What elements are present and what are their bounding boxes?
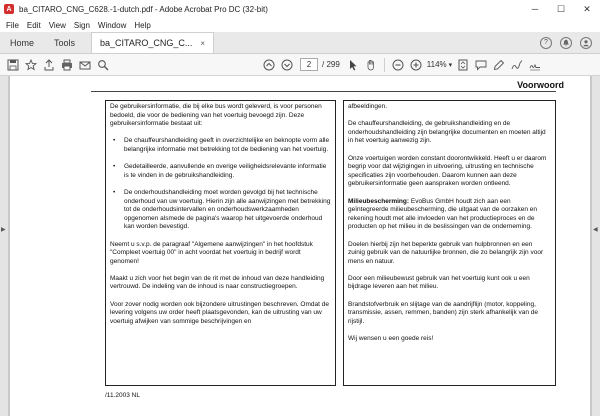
title-bar	[0, 0, 600, 18]
help-icon[interactable]: ?	[540, 37, 552, 49]
draw-icon[interactable]	[508, 56, 526, 74]
bullet-marker: •	[113, 137, 116, 145]
fuel-paragraph: Brandstofverbruik en slijtage van de aandrijflijn (motor, koppeling, transmissie, assen, remmen, banden) zijn sterk afhankelijk van de rijstijl.	[348, 300, 539, 325]
toolbar-separator	[384, 58, 385, 72]
tab-bar	[0, 32, 600, 54]
previous-page-icon[interactable]	[260, 56, 278, 74]
acrobat-app-icon: A	[4, 4, 14, 14]
notification-bell-icon[interactable]	[560, 37, 572, 49]
bullet-marker: •	[113, 163, 116, 171]
zoom-select[interactable]	[427, 60, 452, 69]
menu-bar	[0, 18, 600, 32]
tab-document-label: ba_CITARO_CNG_C...	[100, 38, 193, 48]
highlight-pen-icon[interactable]	[490, 56, 508, 74]
environment-label: Milieubescherming:	[348, 197, 410, 205]
changes-paragraph: Onze voertuigen worden constant doorontwikkeld. Heeft u er daarom begrip voor dat wijzigingen in uitvoering, uitrusting en technische specificaties zijn voorbehouden. Daarom kunnen aan deze gebruikersinformatie geen aanspraken worden ontleend.	[348, 154, 547, 188]
tab-bar-right	[540, 32, 600, 53]
equipment-paragraph: Voor zover nodig worden ook bijzondere uitrustingen beschreven. Omdat de levering volgens uw order heeft plaatsgevonden, kan de uitrusting van uw voertuig afwijken van sommige beschrijvingen en	[110, 300, 329, 325]
close-window-button[interactable]: ✕	[583, 3, 591, 14]
search-icon[interactable]	[94, 56, 112, 74]
list-item	[110, 137, 331, 154]
familiarize-paragraph: Maakt u zich voor het begin van de rit met de inhoud van deze handleiding vertrouwd. De indeling van de inhoud is naar constructiegroepen.	[110, 274, 325, 291]
page-footer: /11.2003 NL	[105, 392, 140, 399]
zoom-out-icon[interactable]	[389, 56, 407, 74]
left-panel-toggle[interactable]	[0, 76, 8, 416]
bullet-text: De chauffeurshandleiding geeft in overzichtelijke en beknopte vorm alle belangrijke informatie met betrekking tot de bediening van het voertuig.	[124, 137, 330, 153]
toolbar	[0, 54, 600, 76]
window-controls	[522, 0, 600, 18]
environment-text: EvoBus GmbH houdt zich aan een geïntegreerde milieubescherming, die uitgaat van de oorzaken en rekening houdt met alle invloeden van het productieproces en de producten op het milieu in de beslissingen van de onderneming.	[348, 197, 537, 231]
select-cursor-icon[interactable]	[344, 56, 362, 74]
heading-rule	[91, 91, 556, 92]
account-icon[interactable]	[580, 37, 592, 49]
page-scroll-icon[interactable]	[454, 56, 472, 74]
zoom-value: 114%	[426, 60, 447, 69]
tab-home[interactable]: Home	[10, 37, 35, 48]
hand-tool-icon[interactable]	[362, 56, 380, 74]
right-panel-toggle[interactable]	[592, 76, 600, 416]
bookmark-star-icon[interactable]	[22, 56, 40, 74]
goals-paragraph: Doelen hierbij zijn het beperkte gebruik van hulpbronnen en een zuinig gebruik van de natuurlijke bronnen, die zo belangrijk zijn voor mens en natuur.	[348, 240, 544, 265]
bullet-text: Gedetailleerde, aanvullende en overige veiligheidsrelevante informatie is te vinden in de gebruikshandleiding.	[124, 163, 327, 179]
maximize-button[interactable]: ☐	[556, 3, 566, 14]
current-page-input[interactable]: 2	[300, 58, 318, 71]
intro-paragraph: De gebruikersinformatie, die bij elke bus wordt geleverd, is voor personen bedoeld, die voor de bediening van het voertuig bevoegd zijn. Deze gebruikersinformatie bestaat uit:	[110, 103, 322, 128]
tab-document[interactable]	[91, 32, 214, 53]
contribute-paragraph: Door een milieubewust gebruik van het voertuig kunt ook u een bijdrage leveren aan het milieu.	[348, 274, 530, 291]
menu-file[interactable]: File	[6, 20, 19, 30]
bullet-marker: •	[113, 188, 116, 196]
list-item	[110, 189, 331, 232]
attention-paragraph: Neemt u s.v.p. de paragraaf "Algemene aanwijzingen" in het hoofdstuk "Compleet voertuig 00" in acht voordat het voertuig in bedrijf wordt genomen!	[110, 240, 313, 265]
page-total: / 299	[322, 60, 340, 69]
menu-view[interactable]: View	[48, 20, 66, 30]
page-heading: Voorwoord	[517, 80, 564, 90]
window-title: ba_CITARO_CNG_C628.-1-dutch.pdf - Adobe Acrobat Pro DC (32-bit)	[19, 4, 268, 14]
save-icon[interactable]	[4, 56, 22, 74]
tab-tools[interactable]: Tools	[54, 37, 76, 48]
zoom-in-icon[interactable]	[407, 56, 425, 74]
right-text-column	[343, 100, 556, 386]
next-page-icon[interactable]	[278, 56, 296, 74]
menu-window[interactable]: Window	[97, 20, 127, 30]
page-navigator	[300, 58, 340, 71]
sign-icon[interactable]	[526, 56, 544, 74]
chevron-down-icon: ▾	[448, 61, 453, 69]
bullet-text: De onderhoudshandleiding moet worden gevolgd bij het technische onderhoud van uw voertuig. Hierin zijn alle aanwijzingen met betrekking tot de onderhoudsintervallen en onderhoudswerkzaamheden opgenomen alsmede de pagina's waarop het uitgevoerde onderhoud kan worden bevestigd.	[124, 188, 331, 231]
environment-paragraph	[348, 198, 551, 232]
chevron-left-icon[interactable]: ◀	[593, 227, 598, 233]
email-icon[interactable]	[76, 56, 94, 74]
continued-paragraph: afbeeldingen.	[348, 103, 388, 110]
menu-help[interactable]: Help	[134, 20, 151, 30]
comment-icon[interactable]	[472, 56, 490, 74]
keep-documents-paragraph: De chauffeurshandleiding, de gebruikshandleiding en de onderhoudshandleiding zijn belangrijke documenten en moeten altijd in het voertuig aanwezig zijn.	[348, 120, 546, 145]
left-text-column	[105, 100, 336, 386]
upload-icon[interactable]	[40, 56, 58, 74]
list-item	[110, 163, 331, 180]
tab-close-icon[interactable]: ×	[200, 38, 206, 48]
wish-paragraph: Wij wensen u een goede reis!	[348, 335, 434, 343]
chevron-right-icon[interactable]: ▶	[1, 227, 6, 233]
minimize-button[interactable]: ─	[531, 4, 539, 14]
menu-sign[interactable]: Sign	[73, 20, 90, 30]
menu-edit[interactable]: Edit	[26, 20, 41, 30]
print-icon[interactable]	[58, 56, 76, 74]
